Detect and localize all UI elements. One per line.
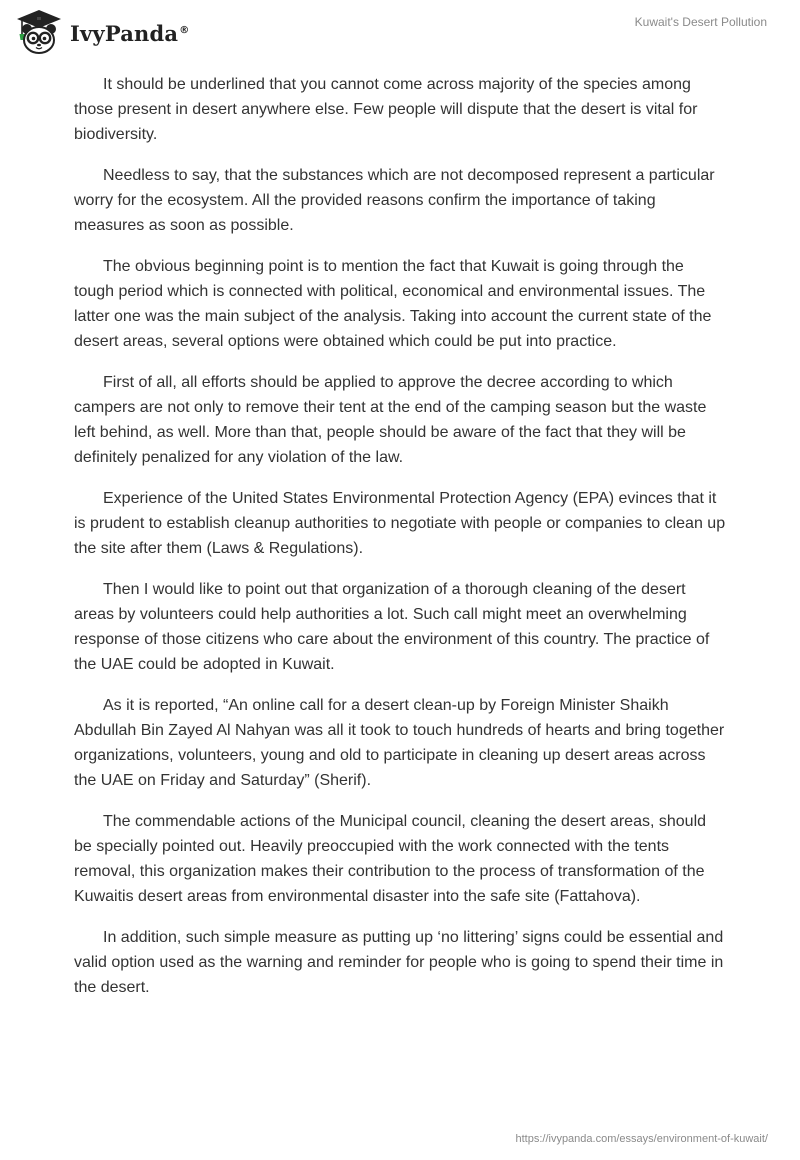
paragraph: It should be underlined that you cannot come across majority of the species among those present in desert anywhere else. Few people will dispute that the desert is vital for biodiversity. — [74, 76, 698, 143]
paragraph: The commendable actions of the Municipal council, cleaning the desert areas, should be specially pointed out. Heavily preoccupied with the work connected with the tents removal, this organization makes their contribution to the process of transformation of the Kuwaitis desert areas from environmental disaster into the safe site (Fattahova). — [74, 813, 707, 905]
brand-name: IvyPanda® — [70, 20, 190, 46]
panda-graduate-icon — [14, 7, 64, 57]
document-title: Kuwait's Desert Pollution — [634, 15, 767, 29]
source-url-link[interactable]: https://ivypanda.com/essays/environment-of-kuwait/ — [515, 1133, 768, 1145]
paragraph: As it is reported, “An online call for a desert clean-up by Foreign Minister Shaikh Abdullah Bin Zayed Al Nahyan was all it took to touch hundreds of hearts and bring together organizations, volunteers, young and old to participate in cleaning up desert areas across the UAE on Friday and Saturday” (Sherif). — [74, 697, 725, 789]
essay-body — [74, 72, 726, 1016]
ivypanda-logo[interactable] — [14, 7, 189, 57]
paragraph: First of all, all efforts should be applied to approve the decree according to which campers are not only to remove their tent at the end of the camping season but the waste left behind, as well. More than that, people should be aware of the fact that they will be definitely penalized for any violation of the law. — [74, 374, 707, 466]
paragraph: Needless to say, that the substances which are not decomposed represent a particular worry for the ecosystem. All the provided reasons confirm the importance of taking measures as soon as possible. — [74, 167, 715, 234]
paragraph: Then I would like to point out that organization of a thorough cleaning of the desert areas by volunteers could help authorities a lot. Such call might meet an overwhelming response of those citizens who care about the environment of this country. The practice of the UAE could be adopted in Kuwait. — [74, 581, 710, 673]
paragraph: The obvious beginning point is to mention the fact that Kuwait is going through the tough period which is connected with political, economical and environmental issues. The latter one was the main subject of the analysis. Taking into account the current state of the desert areas, several options were obtained which could be put into practice. — [74, 258, 712, 350]
paragraph: In addition, such simple measure as putting up ‘no littering’ signs could be essential and valid option used as the warning and reminder for people who is going to spend their time in the desert. — [74, 929, 724, 996]
page-header — [0, 0, 800, 60]
paragraph: Experience of the United States Environmental Protection Agency (EPA) evinces that it is prudent to establish cleanup authorities to negotiate with people or companies to clean up the site after them (Laws & Regulations). — [74, 490, 726, 557]
registered-mark: ® — [179, 24, 190, 36]
